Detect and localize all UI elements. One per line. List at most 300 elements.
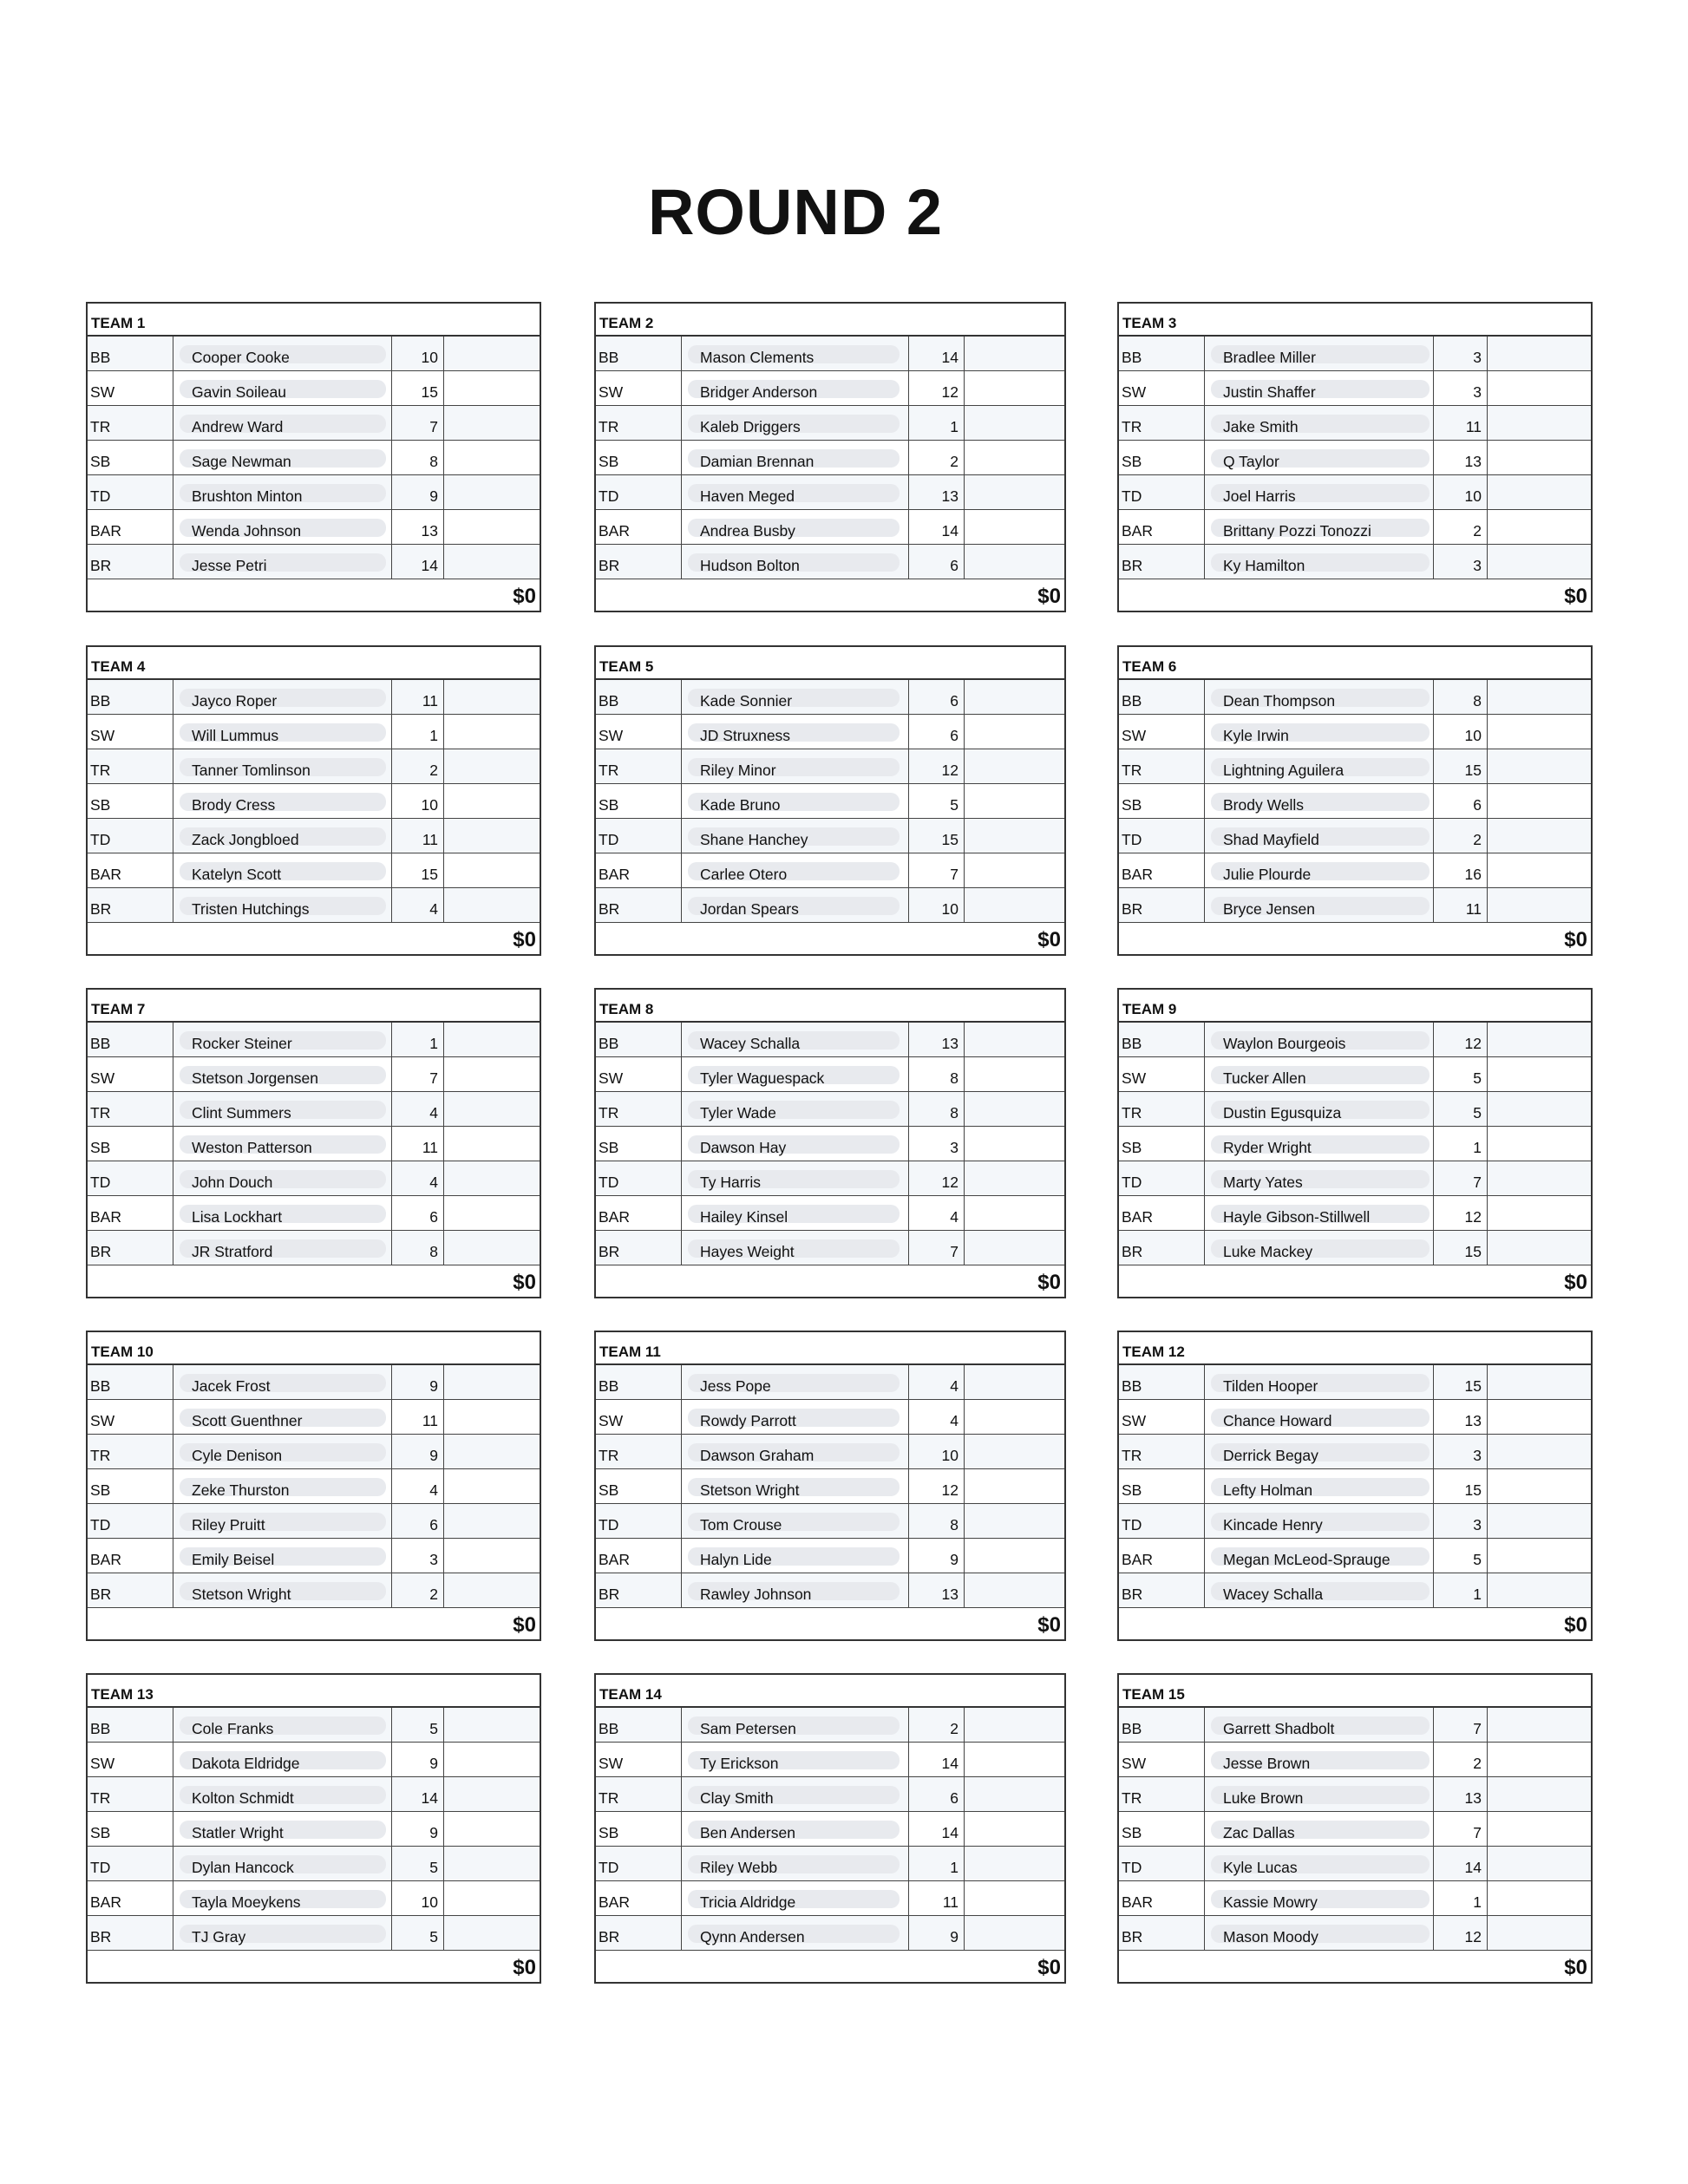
table-row: [88, 1539, 540, 1573]
table-row: [596, 1539, 1064, 1573]
event-code: SW: [1122, 383, 1147, 401]
player-name: Ty Harris: [700, 1174, 761, 1191]
column-divider: [908, 1365, 909, 1399]
column-divider: [443, 680, 444, 714]
column-divider: [908, 1469, 909, 1503]
event-code: SB: [90, 453, 111, 470]
column-divider: [443, 1916, 444, 1950]
event-code: BAR: [90, 1893, 121, 1911]
draw-number: 5: [429, 1928, 438, 1945]
player-name: Rocker Steiner: [192, 1035, 292, 1052]
column-divider: [681, 784, 682, 818]
draw-number: 3: [950, 1139, 958, 1156]
column-divider: [908, 1400, 909, 1434]
team-total-row: [1119, 923, 1591, 954]
event-code: BAR: [599, 1893, 630, 1911]
draw-number: 14: [421, 1789, 438, 1807]
player-name: Zac Dallas: [1223, 1824, 1295, 1841]
player-field: [1211, 1101, 1430, 1119]
table-row: [1119, 1708, 1591, 1743]
event-code: TD: [1122, 487, 1142, 505]
column-divider: [1433, 1504, 1434, 1538]
column-divider: [1204, 1539, 1205, 1573]
event-code: SB: [1122, 1481, 1142, 1499]
player-field: [1211, 345, 1430, 366]
draw-number: 5: [950, 796, 958, 814]
event-code: BAR: [1122, 522, 1153, 539]
team-name: TEAM 12: [1119, 1332, 1591, 1365]
column-divider: [964, 337, 965, 370]
player-name: Tyler Waguespack: [700, 1069, 825, 1087]
player-name: Stetson Jorgensen: [192, 1069, 318, 1087]
player-name: Tristen Hutchings: [192, 900, 310, 918]
table-row: [88, 819, 540, 853]
draw-number: 13: [941, 1035, 958, 1052]
table-row: [596, 749, 1064, 784]
table-row: [596, 1743, 1064, 1777]
player-field: [180, 380, 386, 401]
event-code: BAR: [1122, 866, 1153, 883]
player-field: [688, 1786, 900, 1807]
player-name: Jake Smith: [1223, 418, 1299, 435]
event-code: TD: [90, 1174, 111, 1191]
player-name: Damian Brennan: [700, 453, 815, 470]
team-name: TEAM 4: [88, 647, 540, 680]
player-name: Kade Sonnier: [700, 692, 793, 709]
team-card: [1117, 1673, 1593, 1984]
draw-number: 6: [950, 557, 958, 574]
player-name: Kassie Mowry: [1223, 1893, 1318, 1911]
column-divider: [443, 1469, 444, 1503]
table-row: [596, 1400, 1064, 1435]
player-name: Will Lummus: [192, 727, 279, 744]
team-total: $0: [1564, 1613, 1587, 1637]
team-total: $0: [1564, 585, 1587, 608]
player-name: Andrew Ward: [192, 418, 284, 435]
event-code: TR: [599, 1447, 619, 1464]
team-total: $0: [513, 1613, 536, 1637]
event-code: SW: [90, 1412, 115, 1429]
player-name: Cole Franks: [192, 1720, 274, 1737]
player-field: [1211, 1513, 1430, 1531]
column-divider: [1433, 406, 1434, 440]
column-divider: [1487, 1023, 1488, 1056]
player-field: [688, 793, 900, 814]
table-row: [1119, 1435, 1591, 1469]
column-divider: [681, 1365, 682, 1399]
column-divider: [443, 1539, 444, 1573]
table-row: [88, 1400, 540, 1435]
event-code: BR: [599, 900, 620, 918]
column-divider: [1487, 1127, 1488, 1161]
player-name: Hayes Weight: [700, 1243, 795, 1260]
player-field: [180, 1101, 386, 1119]
player-field: [688, 827, 900, 846]
player-name: Megan McLeod-Sprauge: [1223, 1551, 1390, 1568]
team-total-row: [88, 1265, 540, 1297]
column-divider: [1487, 371, 1488, 405]
team-card: [1117, 988, 1593, 1298]
table-row: [1119, 545, 1591, 579]
table-row: [596, 888, 1064, 923]
player-name: Lightning Aguilera: [1223, 762, 1345, 779]
team-total: $0: [1564, 928, 1587, 951]
draw-number: 11: [422, 831, 438, 848]
column-divider: [1433, 1400, 1434, 1434]
column-divider: [443, 1708, 444, 1742]
event-code: BAR: [599, 1208, 630, 1226]
column-divider: [391, 853, 392, 887]
player-field: [180, 1031, 386, 1052]
draw-number: 8: [1473, 692, 1482, 709]
column-divider: [681, 1812, 682, 1846]
team-name: TEAM 14: [596, 1675, 1064, 1708]
player-field: [180, 449, 386, 468]
event-code: BR: [1122, 1586, 1143, 1603]
player-name: Ky Hamilton: [1223, 557, 1305, 574]
team-total-row: [596, 579, 1064, 611]
column-divider: [1433, 337, 1434, 370]
column-divider: [391, 1573, 392, 1607]
event-code: TD: [90, 1859, 111, 1876]
player-field: [180, 1582, 386, 1603]
draw-number: 2: [1473, 522, 1482, 539]
column-divider: [1433, 510, 1434, 544]
draw-number: 11: [1465, 418, 1482, 435]
column-divider: [908, 406, 909, 440]
table-row: [596, 371, 1064, 406]
event-code: SB: [1122, 453, 1142, 470]
column-divider: [681, 1161, 682, 1195]
draw-number: 1: [1473, 1586, 1482, 1603]
column-divider: [1487, 1573, 1488, 1607]
column-divider: [1204, 749, 1205, 783]
table-row: [596, 1708, 1064, 1743]
draw-number: 4: [429, 1104, 438, 1121]
column-divider: [1204, 510, 1205, 544]
column-divider: [908, 545, 909, 579]
column-divider: [964, 680, 965, 714]
player-name: Kyle Irwin: [1223, 727, 1289, 744]
player-name: Jordan Spears: [700, 900, 799, 918]
column-divider: [1487, 1196, 1488, 1230]
event-code: SW: [90, 727, 115, 744]
player-field: [688, 689, 900, 707]
team-name: TEAM 15: [1119, 1675, 1591, 1708]
player-field: [1211, 1066, 1430, 1087]
draw-number: 12: [941, 1174, 958, 1191]
column-divider: [681, 1881, 682, 1915]
player-field: [180, 1478, 386, 1499]
draw-number: 10: [421, 1893, 438, 1911]
player-name: Stetson Wright: [192, 1586, 291, 1603]
draw-number: 11: [422, 692, 438, 709]
column-divider: [908, 784, 909, 818]
table-row: [596, 853, 1064, 888]
table-row: [1119, 1573, 1591, 1608]
column-divider: [908, 853, 909, 887]
event-code: BR: [599, 1243, 620, 1260]
team-rows: [88, 1023, 540, 1265]
column-divider: [1433, 749, 1434, 783]
table-row: [596, 819, 1064, 853]
player-field: [688, 1101, 900, 1119]
column-divider: [391, 1916, 392, 1950]
team-card: [86, 645, 541, 956]
table-row: [88, 1777, 540, 1812]
column-divider: [908, 1023, 909, 1056]
column-divider: [1487, 784, 1488, 818]
column-divider: [681, 1231, 682, 1265]
player-field: [180, 1855, 386, 1876]
team-rows: [88, 680, 540, 923]
team-total: $0: [1037, 928, 1061, 951]
player-field: [1211, 380, 1430, 401]
event-code: TR: [1122, 1789, 1142, 1807]
player-field: [1211, 1239, 1430, 1258]
draw-number: 5: [429, 1720, 438, 1737]
column-divider: [1433, 441, 1434, 474]
table-row: [1119, 406, 1591, 441]
column-divider: [391, 1504, 392, 1538]
column-divider: [964, 1365, 965, 1399]
draw-number: 15: [1464, 1243, 1482, 1260]
player-field: [688, 1855, 900, 1876]
team-name: TEAM 13: [88, 1675, 540, 1708]
column-divider: [1204, 441, 1205, 474]
table-row: [88, 1092, 540, 1127]
player-field: [688, 1409, 900, 1427]
table-row: [1119, 510, 1591, 545]
event-code: BB: [1122, 1720, 1142, 1737]
player-name: Julie Plourde: [1223, 866, 1312, 883]
player-name: Kaleb Driggers: [700, 418, 801, 435]
column-divider: [681, 1196, 682, 1230]
event-code: SW: [90, 1755, 115, 1772]
team-name: TEAM 8: [596, 990, 1064, 1023]
draw-number: 9: [429, 1755, 438, 1772]
player-field: [688, 1925, 900, 1943]
event-code: SB: [90, 1824, 111, 1841]
column-divider: [1487, 1777, 1488, 1811]
draw-number: 4: [950, 1377, 958, 1395]
player-field: [180, 345, 386, 366]
team-total-row: [88, 1608, 540, 1639]
player-field: [1211, 553, 1430, 572]
draw-number: 4: [429, 1481, 438, 1499]
column-divider: [443, 1400, 444, 1434]
column-divider: [1433, 1231, 1434, 1265]
column-divider: [391, 749, 392, 783]
player-name: Jayco Roper: [192, 692, 278, 709]
event-code: SW: [1122, 1069, 1147, 1087]
column-divider: [964, 1196, 965, 1230]
column-divider: [1487, 510, 1488, 544]
team-total-row: [88, 1951, 540, 1982]
player-field: [180, 1205, 386, 1226]
column-divider: [391, 1777, 392, 1811]
table-row: [1119, 1539, 1591, 1573]
column-divider: [908, 1057, 909, 1091]
column-divider: [1204, 1400, 1205, 1434]
player-field: [180, 1821, 386, 1839]
team-name: TEAM 2: [596, 304, 1064, 337]
event-code: BR: [599, 1586, 620, 1603]
table-row: [88, 1469, 540, 1504]
column-divider: [391, 715, 392, 749]
player-field: [688, 1751, 900, 1772]
column-divider: [681, 510, 682, 544]
player-name: Tyler Wade: [700, 1104, 776, 1121]
table-row: [596, 1881, 1064, 1916]
event-code: BB: [1122, 1035, 1142, 1052]
draw-number: 14: [941, 1755, 958, 1772]
event-code: BB: [1122, 349, 1142, 366]
column-divider: [1204, 1365, 1205, 1399]
draw-number: 1: [950, 1859, 958, 1876]
draw-number: 13: [941, 487, 958, 505]
team-total: $0: [513, 1271, 536, 1294]
table-row: [88, 853, 540, 888]
team-card: [86, 302, 541, 612]
team-total: $0: [513, 585, 536, 608]
column-divider: [964, 475, 965, 509]
draw-number: 7: [1473, 1824, 1482, 1841]
column-divider: [443, 475, 444, 509]
column-divider: [1487, 1469, 1488, 1503]
column-divider: [1204, 1916, 1205, 1950]
column-divider: [964, 888, 965, 922]
column-divider: [1204, 337, 1205, 370]
column-divider: [443, 1504, 444, 1538]
player-field: [180, 897, 386, 918]
event-code: BR: [90, 1928, 112, 1945]
draw-number: 7: [950, 866, 958, 883]
column-divider: [1433, 1847, 1434, 1880]
table-row: [1119, 1847, 1591, 1881]
table-row: [88, 1231, 540, 1265]
column-divider: [964, 1743, 965, 1776]
draw-number: 9: [429, 1824, 438, 1841]
column-divider: [1433, 1812, 1434, 1846]
team-total: $0: [1037, 1271, 1061, 1294]
team-name: TEAM 3: [1119, 304, 1591, 337]
column-divider: [1433, 475, 1434, 509]
draw-number: 10: [941, 900, 958, 918]
draw-number: 10: [421, 796, 438, 814]
column-divider: [1487, 853, 1488, 887]
column-divider: [964, 510, 965, 544]
player-name: Cooper Cooke: [192, 349, 290, 366]
player-field: [688, 1890, 900, 1911]
team-card: [594, 1331, 1066, 1641]
draw-number: 15: [941, 831, 958, 848]
draw-number: 6: [950, 727, 958, 744]
player-field: [1211, 1582, 1430, 1603]
event-code: SB: [1122, 796, 1142, 814]
event-code: BB: [599, 1035, 619, 1052]
draw-number: 15: [421, 866, 438, 883]
event-code: BB: [90, 692, 111, 709]
column-divider: [391, 1057, 392, 1091]
draw-number: 13: [421, 522, 438, 539]
player-name: Bridger Anderson: [700, 383, 818, 401]
player-field: [688, 1582, 900, 1603]
column-divider: [443, 1881, 444, 1915]
player-name: Ben Andersen: [700, 1824, 795, 1841]
table-row: [1119, 1743, 1591, 1777]
column-divider: [681, 337, 682, 370]
column-divider: [1204, 1057, 1205, 1091]
event-code: BAR: [599, 522, 630, 539]
column-divider: [1487, 1057, 1488, 1091]
column-divider: [443, 1743, 444, 1776]
table-row: [1119, 1469, 1591, 1504]
event-code: SW: [90, 383, 115, 401]
column-divider: [1204, 1812, 1205, 1846]
player-name: Tanner Tomlinson: [192, 762, 311, 779]
column-divider: [681, 1504, 682, 1538]
column-divider: [964, 1539, 965, 1573]
player-field: [180, 793, 386, 814]
player-field: [688, 862, 900, 883]
team-name: TEAM 11: [596, 1332, 1064, 1365]
column-divider: [443, 784, 444, 818]
event-code: SW: [1122, 1755, 1147, 1772]
player-field: [688, 1821, 900, 1839]
column-divider: [443, 1812, 444, 1846]
player-field: [1211, 1478, 1430, 1499]
player-name: Riley Minor: [700, 762, 776, 779]
event-code: TD: [1122, 831, 1142, 848]
column-divider: [964, 749, 965, 783]
column-divider: [908, 371, 909, 405]
column-divider: [908, 1777, 909, 1811]
table-row: [596, 545, 1064, 579]
column-divider: [681, 475, 682, 509]
draw-number: 2: [950, 453, 958, 470]
player-name: Brody Cress: [192, 796, 276, 814]
player-name: Haven Meged: [700, 487, 795, 505]
column-divider: [681, 1127, 682, 1161]
table-row: [1119, 1504, 1591, 1539]
player-field: [688, 1170, 900, 1191]
draw-number: 6: [429, 1208, 438, 1226]
player-name: TJ Gray: [192, 1928, 246, 1945]
column-divider: [681, 1539, 682, 1573]
player-field: [1211, 1855, 1430, 1876]
player-name: Justin Shaffer: [1223, 383, 1316, 401]
event-code: TD: [90, 831, 111, 848]
player-name: Tricia Aldridge: [700, 1893, 796, 1911]
event-code: BR: [1122, 557, 1143, 574]
player-field: [180, 415, 386, 433]
column-divider: [1433, 1161, 1434, 1195]
column-divider: [1487, 1365, 1488, 1399]
event-code: TR: [599, 1104, 619, 1121]
draw-number: 8: [429, 453, 438, 470]
team-total-row: [1119, 1265, 1591, 1297]
team-total-row: [88, 923, 540, 954]
player-field: [1211, 1547, 1430, 1566]
column-divider: [1487, 441, 1488, 474]
column-divider: [391, 1539, 392, 1573]
event-code: BB: [90, 1377, 111, 1395]
column-divider: [443, 888, 444, 922]
column-divider: [1487, 1400, 1488, 1434]
event-code: TR: [1122, 762, 1142, 779]
player-field: [688, 449, 900, 468]
